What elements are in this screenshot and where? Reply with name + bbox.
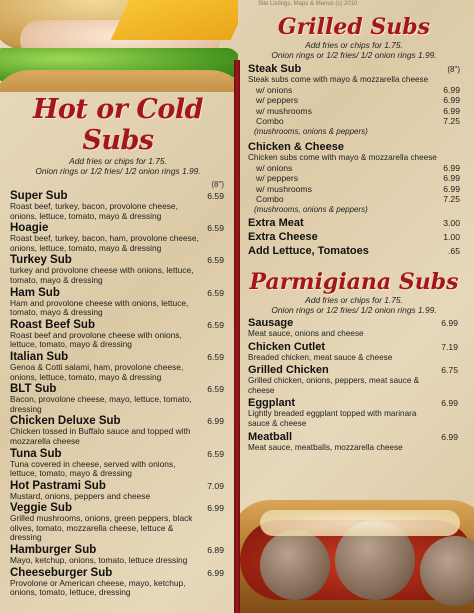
menu-item-row xyxy=(10,319,226,331)
extra-item-name: Extra Cheese xyxy=(248,230,318,243)
option-price: 6.99 xyxy=(443,162,460,173)
menu-item-price: 6.59 xyxy=(207,351,224,362)
menu-item-name: Roast Beef Sub xyxy=(10,318,95,331)
option-price: 7.25 xyxy=(443,116,460,127)
option-price: 6.99 xyxy=(443,84,460,95)
grilled-size: (8") xyxy=(447,65,460,74)
menu-item-desc: Ham and provolone cheese with onions, lettuce, tomato, mayo & dressing xyxy=(10,297,189,318)
option-row xyxy=(248,85,460,96)
menu-item-row xyxy=(10,287,226,299)
menu-item-price: 6.59 xyxy=(207,287,224,298)
menu-item-row xyxy=(10,448,226,460)
menu-item-name: Veggie Sub xyxy=(10,502,72,515)
menu-item-name: Hamburger Sub xyxy=(10,544,97,557)
option-row xyxy=(248,163,460,174)
parm-item-desc: Meat sauce, meatballs, mozzarella cheese xyxy=(248,442,403,452)
hot-cold-size: (8") xyxy=(211,180,224,189)
option-price: 6.99 xyxy=(443,105,460,116)
menu-item xyxy=(10,415,226,446)
menu-item xyxy=(10,448,226,479)
menu-item xyxy=(10,319,226,350)
extras-list xyxy=(248,217,460,257)
parm-item-desc: Lightly breaded eggplant topped with marinara sauce & cheese xyxy=(248,409,417,428)
menu-item-name: Tuna Sub xyxy=(10,447,62,460)
steak-sub-header xyxy=(248,63,460,75)
parm-item-price: 6.99 xyxy=(441,317,458,328)
option-label: w/ mushrooms xyxy=(256,183,312,194)
parm-item-desc: Breaded chicken, meat sauce & cheese xyxy=(248,352,393,362)
parm-item-name: Chicken Cutlet xyxy=(248,340,326,353)
option-label: Combo xyxy=(256,194,284,205)
parm-item xyxy=(248,317,460,339)
menu-item-name: Hot Pastrami Sub xyxy=(10,479,106,492)
chicken-cheese-name: Chicken & Cheese xyxy=(248,140,344,153)
menu-item xyxy=(10,190,226,221)
parm-item-row xyxy=(248,397,460,409)
top-caption: Site Listings, Maps & Menus (c) 2010 xyxy=(258,1,358,7)
menu-item xyxy=(10,480,226,502)
menu-item-name: Italian Sub xyxy=(10,350,69,363)
meatball-sub-photo xyxy=(240,500,474,613)
parm-title: Parmigiana Subs xyxy=(249,268,459,295)
menu-item-price: 6.99 xyxy=(207,503,224,514)
menu-item-desc: Genoa & Cotti salami, ham, provolone cheese, onions, lettuce, tomato, mayo & dressing xyxy=(10,361,184,382)
parm-note-1: Add fries or chips for 1.75. xyxy=(305,294,403,305)
menu-item-name: Chicken Deluxe Sub xyxy=(10,415,121,428)
option-price: 6.99 xyxy=(443,173,460,184)
hot-cold-note-1: Add fries or chips for 1.75. xyxy=(69,156,167,166)
menu-item-price: 6.59 xyxy=(207,448,224,459)
option-label: w/ peppers xyxy=(256,95,299,106)
option-row xyxy=(248,116,460,127)
option-price: 7.25 xyxy=(443,194,460,205)
extra-item xyxy=(248,245,460,257)
menu-item-name: Ham Sub xyxy=(10,286,60,299)
parm-item-row xyxy=(248,317,460,329)
menu-item-name: Turkey Sub xyxy=(10,254,72,267)
parm-note-2: Onion rings or 1/2 fries/ 1/2 onion rings 1.99. xyxy=(271,304,437,315)
menu-item-price: 6.59 xyxy=(207,191,224,201)
menu-item-price: 6.59 xyxy=(207,319,224,330)
hot-cold-note-2: Onion rings or 1/2 fries/ 1/2 onion rings 1.99. xyxy=(35,166,201,176)
option-row xyxy=(248,95,460,106)
extra-item-name: Extra Meat xyxy=(248,216,304,229)
parm-item-price: 6.75 xyxy=(441,365,458,376)
menu-item-price: 6.89 xyxy=(207,545,224,556)
menu-item-price: 6.59 xyxy=(207,223,224,234)
parm-item xyxy=(248,364,460,395)
menu-item-price: 6.59 xyxy=(207,384,224,395)
menu-item xyxy=(10,383,226,414)
menu-item xyxy=(10,567,226,598)
menu-item-name: Cheeseburger Sub xyxy=(10,566,113,579)
parm-item-name: Sausage xyxy=(248,316,294,329)
menu-item-desc: Mustard, onions, peppers and cheese xyxy=(10,490,151,501)
menu-item-desc: Mayo, ketchup, onions, tomato, lettuce dressing xyxy=(10,555,188,566)
extra-item-price: .65 xyxy=(448,245,460,256)
menu-item-name: Super Sub xyxy=(10,190,68,202)
option-row xyxy=(248,184,460,195)
menu-item xyxy=(10,544,226,566)
extra-item-name: Add Lettuce, Tomatoes xyxy=(248,244,369,257)
parm-item-desc: Meat sauce, onions and cheese xyxy=(248,328,364,338)
hot-cold-title: Hot or Cold Subs xyxy=(32,94,204,156)
option-label: Combo xyxy=(256,116,284,127)
grilled-title: Grilled Subs xyxy=(277,14,431,40)
menu-item-desc: Tuna covered in cheese, served with onions, lettuce, tomato, mayo & dressing xyxy=(10,458,176,479)
steak-sub-desc: Steak subs come with mayo & mozzarella cheese xyxy=(248,75,429,84)
chicken-cheese-desc: Chicken subs come with mayo & mozzarella cheese xyxy=(248,152,437,162)
extra-item xyxy=(248,231,460,243)
option-row xyxy=(248,194,460,205)
parm-item-price: 6.99 xyxy=(441,431,458,442)
menu-item-desc: Provolone or American cheese, mayo, ketchup, onions, tomato, lettuce, dressing xyxy=(10,577,186,598)
parm-item-row xyxy=(248,364,460,376)
parm-item xyxy=(248,341,460,363)
steak-sub-name: Steak Sub xyxy=(248,63,302,75)
menu-item-name: BLT Sub xyxy=(10,383,57,396)
option-price: 6.99 xyxy=(443,95,460,106)
menu-item-desc: turkey and provolone cheese with onions, lettuce, tomato, mayo & dressing xyxy=(10,265,194,285)
parm-item-row xyxy=(248,341,460,353)
menu-item-desc: Bacon, provolone cheese, mayo, lettuce, tomato, dressing xyxy=(10,394,192,414)
menu-item-row xyxy=(10,480,226,492)
parm-item-name: Grilled Chicken xyxy=(248,364,329,377)
parm-item xyxy=(248,431,460,453)
menu-item-desc: Roast beef, turkey, bacon, provolone cheese, onions, lettuce, tomato, mayo & dressing xyxy=(10,201,178,221)
menu-item-price: 6.59 xyxy=(207,255,224,266)
menu-item xyxy=(10,287,226,318)
menu-item xyxy=(10,222,226,253)
hot-cold-section xyxy=(10,92,226,598)
grilled-note-1: Add fries or chips for 1.75. xyxy=(305,40,403,50)
option-label: w/ peppers xyxy=(256,173,299,184)
parm-item xyxy=(248,397,460,428)
chicken-combo-note: (mushrooms, onions & peppers) xyxy=(254,204,368,214)
parm-item-desc: Grilled chicken, onions, peppers, meat sauce & cheese xyxy=(248,376,420,395)
menu-item-desc: Grilled mushrooms, onions, green peppers, black olives, tomato, mozzarella cheese, lettuce & dressing xyxy=(10,513,193,543)
chicken-options xyxy=(248,163,460,205)
parm-item-name: Eggplant xyxy=(248,397,296,410)
menu-item xyxy=(10,502,226,543)
hot-cold-list xyxy=(10,190,226,598)
menu-item-row xyxy=(10,567,226,579)
option-label: w/ onions xyxy=(256,162,293,173)
grilled-section xyxy=(248,14,460,452)
extra-item-price: 1.00 xyxy=(443,231,460,242)
option-row xyxy=(248,173,460,184)
parm-item-price: 6.99 xyxy=(441,398,458,409)
steak-options xyxy=(248,85,460,127)
option-row xyxy=(248,106,460,117)
menu-item-price: 7.09 xyxy=(207,480,224,491)
menu-item-desc: Chicken tossed in Buffalo sauce and topped with mozzarella cheese xyxy=(10,426,191,446)
parm-list xyxy=(248,317,460,452)
option-label: w/ onions xyxy=(256,84,293,95)
steak-combo-note: (mushrooms, onions & peppers) xyxy=(254,126,368,136)
grilled-note-2: Onion rings or 1/2 fries/ 1/2 onion rings 1.99. xyxy=(271,50,437,60)
extra-item-price: 3.00 xyxy=(443,217,460,228)
menu-item-desc: Roast beef and provolone cheese with onions, lettuce, tomato, mayo & dressing xyxy=(10,329,182,350)
extra-item xyxy=(248,217,460,229)
menu-item-desc: Roast beef, turkey, bacon, ham, provolone cheese, onions, lettuce, tomato, mayo & dressing xyxy=(10,233,199,253)
option-label: w/ mushrooms xyxy=(256,105,312,116)
parm-item-row xyxy=(248,431,460,443)
parm-item-price: 7.19 xyxy=(441,341,458,352)
option-price: 6.99 xyxy=(443,183,460,194)
menu-item xyxy=(10,254,226,285)
menu-item-price: 6.99 xyxy=(207,416,224,427)
sandwich-photo xyxy=(0,0,238,92)
menu-item xyxy=(10,351,226,382)
menu-item-name: Hoagie xyxy=(10,222,49,235)
menu-item-price: 6.99 xyxy=(207,567,224,578)
parm-item-name: Meatball xyxy=(248,430,293,443)
